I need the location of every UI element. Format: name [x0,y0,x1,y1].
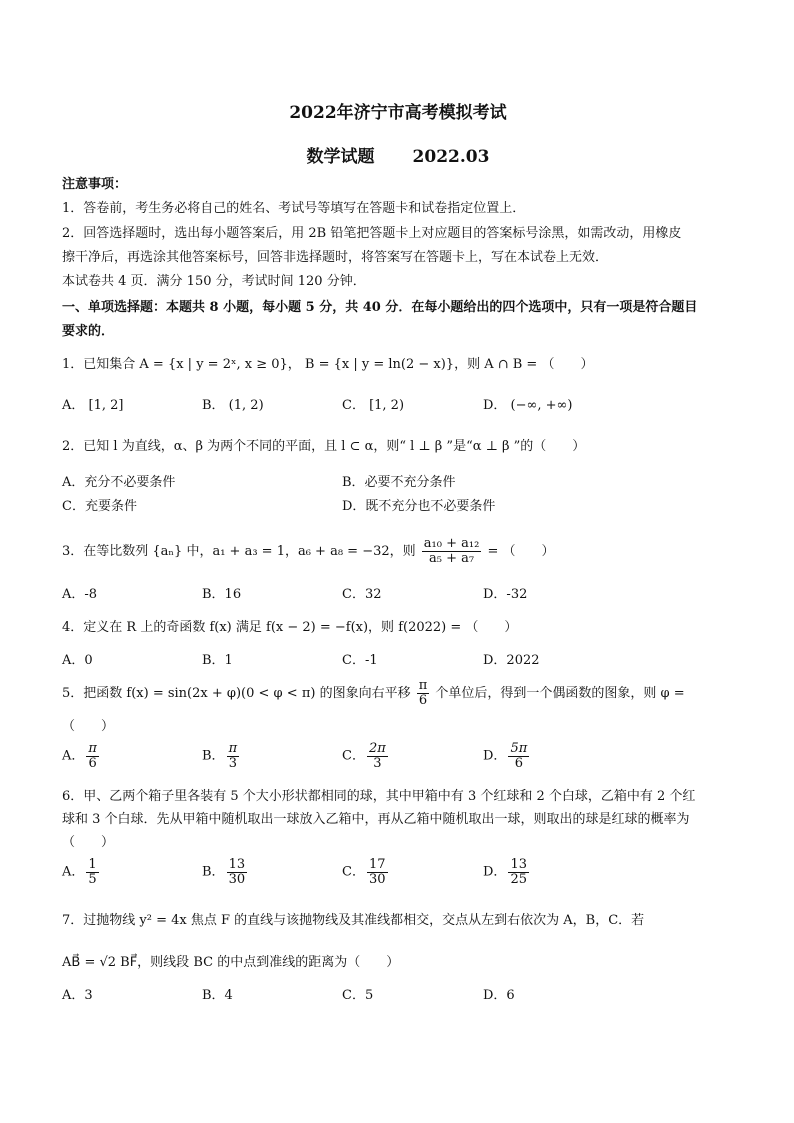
q6-option-a-den: 5 [88,871,97,887]
q6-stem-line1: 6．甲、乙两个箱子里各装有 5 个大小形状都相同的球，其中甲箱中有 3 个红球和 2 个白球，乙箱中有 2 个红 [62,789,696,804]
q3-fraction [422,537,482,565]
notice-item-2a: 2．回答选择题时，选出每小题答案后，用 2B 铅笔把答题卡上对应题目的答案标号涂黑，如需改动，用橡皮 [62,226,682,241]
q5-option-b-num: π [228,741,238,756]
q5-option-c-den: 3 [373,755,382,771]
q6-option-b-num: 13 [228,857,246,872]
q6-option-a-num: 1 [88,857,97,872]
section-heading-line1: 一、单项选择题：本题共 8 小题，每小题 5 分，共 40 分．在每小题给出的四个选项中，只有一项是符合题目 [62,300,698,315]
q5-option-b-label: B． [202,748,225,764]
q5-option-a [62,742,101,770]
q6-option-b-label: B． [202,864,225,880]
q5-stem-text-a: 5．把函数 f(x) = sin(2x + φ)(0 < φ < π) 的图象向右平移 [62,686,411,701]
q2-stem: 2．已知 l 为直线，α、β 为两个不同的平面，且 l ⊂ α，则“ l ⊥ β ”是“α ⊥ β ”的（ ） [62,439,586,454]
q1-option-a: A． [1, 2] [62,398,124,413]
notice-heading: 注意事项： [62,177,128,192]
q4-option-d: D．2022 [483,653,540,668]
q5-option-c [342,742,390,770]
q6-option-a-fraction [86,858,98,886]
q4-option-b: B．1 [202,653,233,668]
q6-option-d [483,858,531,886]
q6-option-a [62,858,101,886]
notice-item-1: 1．答卷前，考生务必将自己的姓名、考试号等填写在答题卡和试卷指定位置上． [62,201,526,216]
q5-stem-text-b: 个单位后，得到一个偶函数的图象，则 φ = [435,686,685,701]
exam-date: 2022.03 [412,147,490,167]
q1-stem: 1．已知集合 A = {x | y = 2ˣ, x ≥ 0}， B = {x | y = ln(2 − x)}，则 A ∩ B = （ ） [62,357,594,372]
q6-option-b-den: 30 [228,871,246,887]
q5-option-d [483,742,531,770]
section-heading-line2: 要求的． [62,324,115,339]
q7-stem-line2: AB⃗ = √2 BF⃗，则线段 BC 的中点到准线的距离为（ ） [62,955,400,970]
q6-option-b [202,858,249,886]
q5-option-d-num: 5π [510,741,528,756]
q6-option-a-label: A． [62,864,85,880]
q3-stem-text-b: = （ ） [487,544,555,559]
q7-option-b: B．4 [202,988,233,1003]
q5-option-a-num: π [88,741,97,756]
q5-option-d-fraction [508,742,529,770]
q6-option-d-fraction [508,858,529,886]
exam-subtitle [62,142,734,167]
exam-title: 2022年济宁市高考模拟考试 [289,103,507,123]
q7-option-c: C．5 [342,988,374,1003]
q5-stem-paren: （ ） [62,719,115,734]
q5-option-c-label: C． [342,748,365,764]
q5-option-d-den: 6 [514,755,523,771]
q2-option-c: C．充要条件 [62,499,137,514]
q1-option-d: D． (−∞, +∞) [483,398,573,413]
q6-option-d-den: 25 [510,871,527,887]
q2-option-b: B．必要不充分条件 [342,475,456,490]
q3-stem-text-a: 3．在等比数列 {aₙ} 中，a₁ + a₃ = 1，a₆ + a₈ = −32，则 [62,544,416,559]
q4-option-a: A．0 [62,653,93,668]
q5-option-c-fraction [367,742,388,770]
q2-option-a: A．充分不必要条件 [62,475,176,490]
exam-info: 本试卷共 4 页．满分 150 分，考试时间 120 分钟． [62,274,366,289]
q3-stem [62,534,554,570]
q7-option-d: D．6 [483,988,515,1003]
q5-option-a-label: A． [62,748,85,764]
q3-frac-denominator: a₅ + a₇ [428,551,475,566]
q5-option-b-fraction [227,742,240,770]
q3-option-d: D．-32 [483,587,528,602]
notice-item-2b: 擦干净后，再选涂其他答案标号，回答非选择题时，将答案写在答题卡上，写在本试卷上无效． [62,250,609,265]
q5-stem [62,676,685,712]
q4-option-c: C．-1 [342,653,378,668]
q7-option-a: A．3 [62,988,93,1003]
q6-option-c-den: 30 [368,871,386,887]
q5-frac-numerator: π [418,678,428,694]
q3-option-a: A．-8 [62,587,98,602]
q5-option-a-den: 6 [88,755,97,771]
q5-option-d-label: D． [483,748,507,764]
q1-option-b: B． (1, 2) [202,398,264,413]
q6-stem-line2: 球和 3 个白球．先从甲箱中随机取出一球放入乙箱中，再从乙箱中随机取出一球，则取出的球是红球的概率为 [62,812,690,827]
q6-option-c [342,858,390,886]
q3-option-b: B．16 [202,587,242,602]
q3-option-c: C．32 [342,587,382,602]
q5-option-a-fraction [86,742,99,770]
q6-option-d-label: D． [483,864,507,880]
q5-option-c-num: 2π [368,741,386,756]
q5-fraction [417,679,430,707]
q5-option-b [202,742,241,770]
q6-stem-paren: （ ） [62,835,115,850]
q7-stem-line1: 7．过抛物线 y² = 4x 焦点 F 的直线与该抛物线及其准线都相交，交点从左到右依次为 A，B，C．若 [62,913,645,928]
q2-option-d: D．既不充分也不必要条件 [342,499,496,514]
q6-option-c-label: C． [342,864,365,880]
q1-option-c: C． [1, 2) [342,398,405,413]
q4-stem: 4．定义在 R 上的奇函数 f(x) 满足 f(x − 2) = −f(x)，则 f(2022) = （ ） [62,620,518,635]
subject-label: 数学试题 [306,147,375,167]
q6-option-c-fraction [367,858,388,886]
q6-option-b-fraction [227,858,248,886]
q6-option-d-num: 13 [510,857,527,872]
q6-option-c-num: 17 [368,857,386,872]
q5-frac-denominator: 6 [418,693,428,708]
q5-option-b-den: 3 [228,755,237,771]
q3-frac-numerator: a₁₀ + a₁₂ [423,536,480,552]
